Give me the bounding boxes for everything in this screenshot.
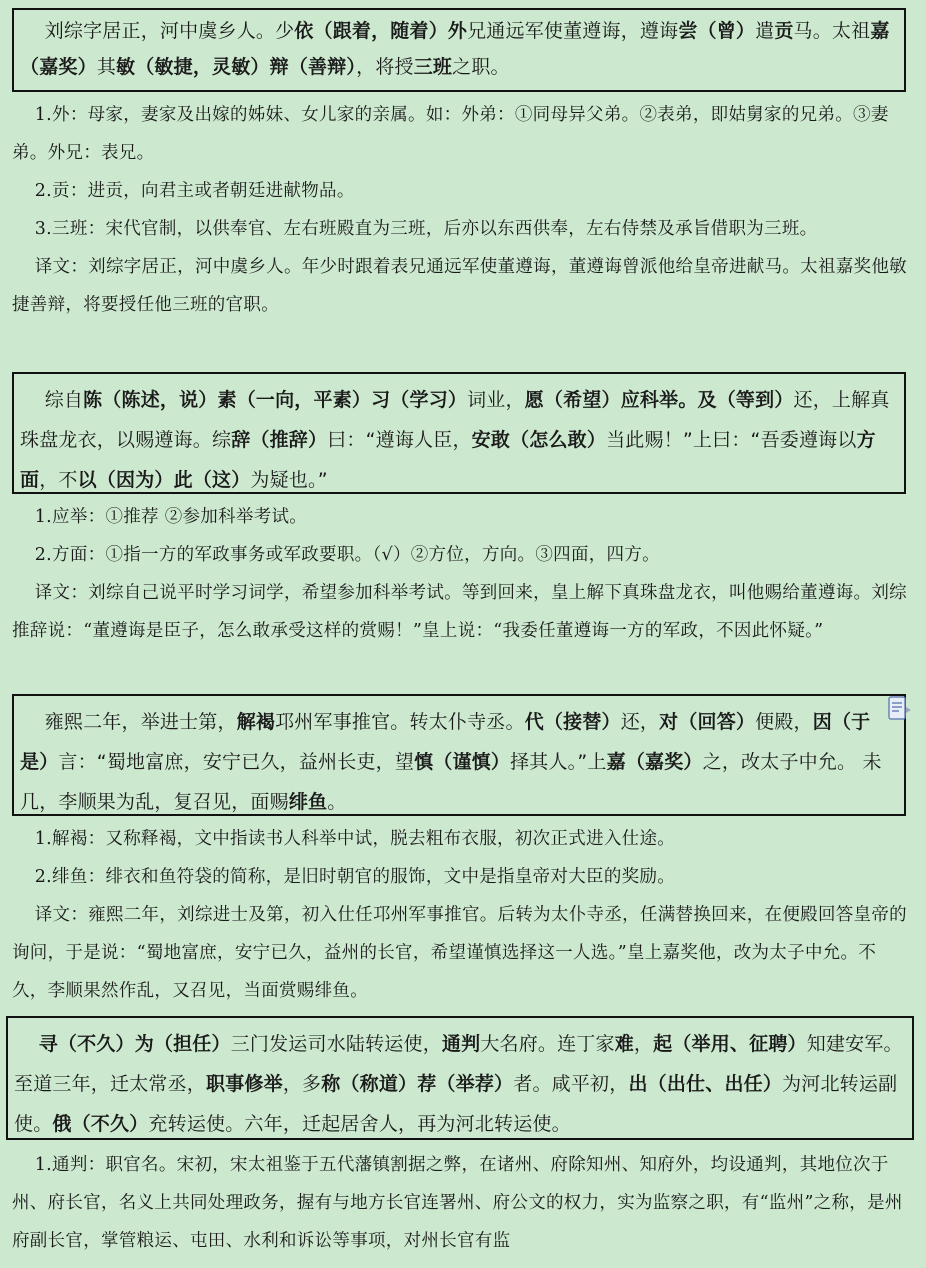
glossed-term: 辞（推辞） xyxy=(231,429,328,451)
text-run: 充转运使。六年，迁起居舍人，再为河北转运使。 xyxy=(148,1113,571,1135)
source-paragraph xyxy=(20,702,898,822)
glossed-term: 因（于是） xyxy=(20,711,871,773)
text-run: 为疑也。” xyxy=(250,469,328,491)
glossed-term: 寻（不久）为（担任） xyxy=(38,1033,231,1055)
glossed-term: 愿（希望）应科举。及（等到） xyxy=(524,389,794,411)
glossed-term: 难 xyxy=(614,1033,634,1055)
text-run: 还，上解真珠盘龙衣，以赐遵诲。综 xyxy=(20,389,890,451)
translation-paragraph: 译文：雍熙二年，刘综进士及第，初入仕任邛州军事推官。后转为太仆寺丞，任满替换回来，在便殿回答皇帝的询问，于是说：“蜀地富庶，安宁已久，益州的长官，希望谨慎选择这一人选。”皇上嘉奖他，改为太子中允。不久，李顺果然作乱，又召见，当面赏赐绯鱼。 xyxy=(12,905,907,1001)
text-run: 其 xyxy=(96,56,117,78)
glossed-term: 解褐 xyxy=(236,711,276,733)
glossed-term: 以（因为）此（这） xyxy=(77,469,251,491)
text-run: 之，改太子中允。 未几，李顺果为乱，复召见，面赐 xyxy=(20,751,882,813)
text-run: 者。咸平初， xyxy=(513,1073,629,1095)
text-run: 知建安军。至道三年，迁太常丞， xyxy=(14,1033,903,1095)
note-item: 2.贡：进贡，向君主或者朝廷进献物品。 xyxy=(34,181,355,201)
glossed-term: 通判 xyxy=(441,1033,481,1055)
note-item: 1.解褐：又称释褐，文中指读书人科举中试，脱去粗布衣服，初次正式进入仕途。 xyxy=(34,829,676,849)
text-run: 遣 xyxy=(755,20,775,42)
text-run: 邛州军事推官。转太仆寺丞。 xyxy=(275,711,525,733)
glossed-term: 起（举用、征聘） xyxy=(653,1033,807,1055)
note-item: 1.外：母家，妻家及出嫁的姊妹、女儿家的亲属。如：外弟：①同母异父弟。②表弟，即姑舅家的兄弟。③妻弟。外兄：表兄。 xyxy=(12,105,889,163)
text-run: ，不 xyxy=(39,469,78,491)
glossed-term: 嘉（嘉奖） xyxy=(20,20,890,78)
text-run: 还， xyxy=(620,711,660,733)
glossed-term: 俄（不久） xyxy=(52,1113,149,1135)
glossed-term: 职事修举 xyxy=(206,1073,283,1095)
text-run: 当此赐！”上曰：“吾委遵诲以 xyxy=(606,429,857,451)
source-paragraph xyxy=(20,380,898,500)
glossed-term: 代（接替） xyxy=(524,711,621,733)
source-paragraph xyxy=(20,13,898,85)
text-run: 兄通远军使董遵诲，遵诲 xyxy=(467,20,679,42)
glossed-term: 三班 xyxy=(413,56,453,78)
glossed-term: 嘉（嘉奖） xyxy=(606,751,703,773)
glossed-term: 贡 xyxy=(774,20,794,42)
source-text-box-1 xyxy=(12,8,906,92)
source-text-box-4 xyxy=(6,1016,914,1140)
text-run: 词业， xyxy=(467,389,525,411)
text-run: 雍熙二年，举进士第， xyxy=(44,711,237,733)
glossed-term: 对（回答） xyxy=(659,711,756,733)
source-text-box-3 xyxy=(12,694,906,816)
translation-paragraph: 译文：刘综字居正，河中虞乡人。年少时跟着表兄通远军使董遵诲，董遵诲曾派他给皇帝进献马。太祖嘉奖他敏捷善辩，将要授任他三班的官职。 xyxy=(12,257,907,315)
text-run: 择其人。”上 xyxy=(510,751,607,773)
source-paragraph xyxy=(14,1024,906,1144)
glossed-term: 慎（谨慎） xyxy=(414,751,511,773)
text-run: ，将授 xyxy=(356,56,414,78)
glossed-term: 出（出仕、出任） xyxy=(628,1073,783,1095)
text-run: 马。太祖 xyxy=(793,20,871,42)
text-run: ， xyxy=(633,1033,654,1055)
document-note-icon[interactable] xyxy=(886,695,912,723)
source-text-box-2 xyxy=(12,372,906,494)
text-run: ，多 xyxy=(282,1073,322,1095)
glossed-term: 安敢（怎么敢） xyxy=(471,429,607,451)
glossed-term: 敏（敏捷，灵敏）辩（善辩） xyxy=(116,56,357,78)
glossed-term: 称（称道）荐（举荐） xyxy=(321,1073,514,1095)
note-item: 3.三班：宋代官制，以供奉官、左右班殿直为三班，后亦以东西供奉，左右侍禁及承旨借职为三班。 xyxy=(34,219,818,239)
note-item: 1.应举：①推荐 ②参加科举考试。 xyxy=(34,507,308,527)
glossed-term: 尝（曾） xyxy=(678,20,756,42)
notes-block-1 xyxy=(12,96,908,324)
glossed-term: 陈（陈述，说）素（一向，平素）习（学习） xyxy=(83,389,468,411)
translation-paragraph: 译文：刘综自己说平时学习词学，希望参加科举考试。等到回来，皇上解下真珠盘龙衣，叫他赐给董遵诲。刘综推辞说：“董遵诲是臣子，怎么敢承受这样的赏赐！”皇上说：“我委任董遵诲一方的军政，不因此怀疑。” xyxy=(12,583,907,641)
text-run: 综自 xyxy=(44,389,84,411)
text-run: 为河北转运副使。 xyxy=(14,1073,898,1135)
glossed-term: 方面 xyxy=(20,429,876,491)
text-run: 。 xyxy=(327,791,347,813)
notes-block-2 xyxy=(12,498,908,650)
text-run: 便殿， xyxy=(755,711,813,733)
notes-block-4 xyxy=(12,1146,908,1260)
text-run: 三门发运司水陆转运使， xyxy=(230,1033,442,1055)
text-run: 曰：“遵诲人臣， xyxy=(327,429,472,451)
note-item: 2.绯鱼：绯衣和鱼符袋的简称，是旧时朝官的服饰，文中是指皇帝对大臣的奖励。 xyxy=(34,867,676,887)
note-item: 2.方面：①指一方的军政事务或军政要职。（√）②方位，方向。③四面，四方。 xyxy=(34,545,660,565)
text-run: 大名府。连丁家 xyxy=(480,1033,615,1055)
text-run: 刘综字居正，河中虞乡人。少 xyxy=(44,20,295,42)
text-run: 之职。 xyxy=(452,56,510,78)
note-item: 1.通判：职官名。宋初，宋太祖鉴于五代藩镇割据之弊，在诸州、府除知州、知府外，均设通判，其地位次于州、府长官，名义上共同处理政务，握有与地方长官连署州、府公文的权力，实为监察之职，有“监州”之称，是州府副长官，掌管粮运、屯田、水利和诉讼等事项，对州长官有监 xyxy=(12,1155,903,1251)
text-run: 言：“蜀地富庶，安宁已久，益州长吏，望 xyxy=(58,751,415,773)
glossed-term: 绯鱼 xyxy=(288,791,328,813)
notes-block-3 xyxy=(12,820,908,1010)
glossed-term: 依（跟着，随着）外 xyxy=(294,20,468,42)
